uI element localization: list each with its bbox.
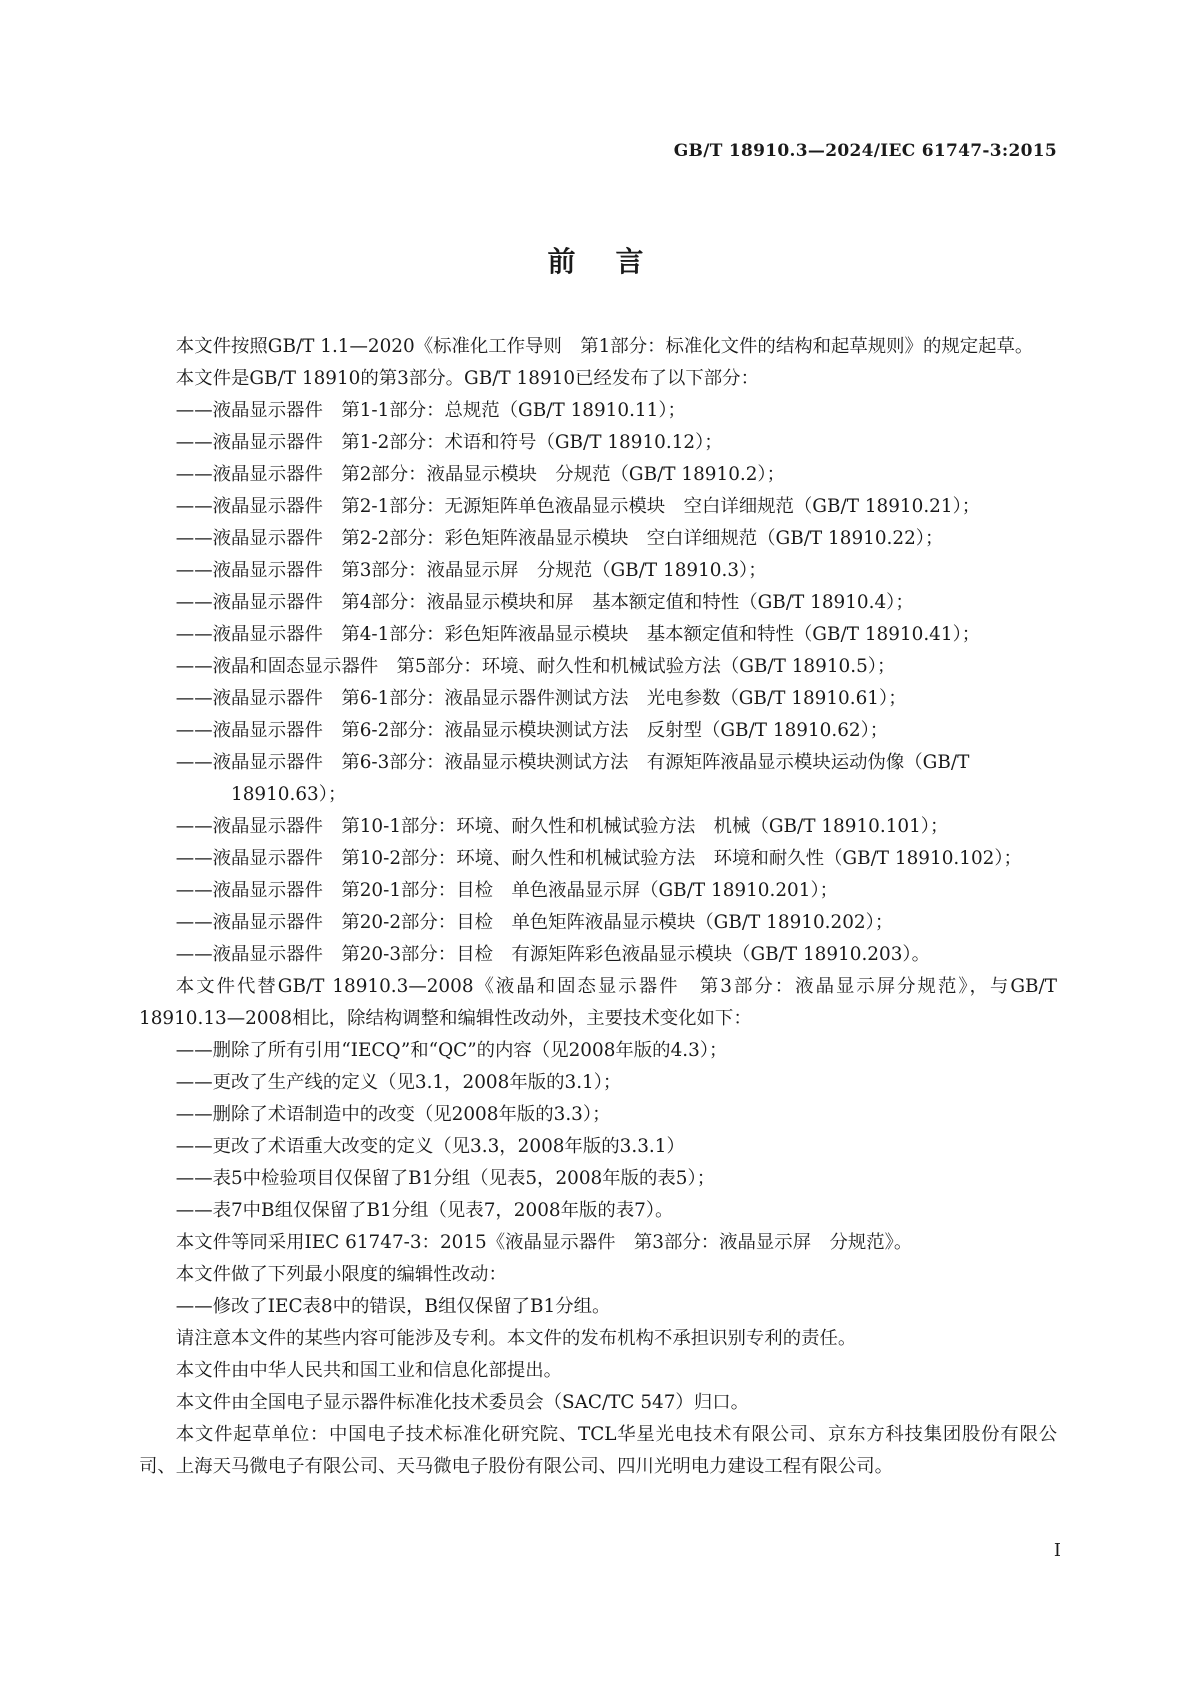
paragraph-replacement: 本文件代替GB/T 18910.3—2008《液晶和固态显示器件 第3部分：液晶显示屏分规范》，与GB/T 18910.13—2008相比，除结构调整和编辑性改动外，主要技术变化如下： (139, 976, 1057, 1029)
list-item: ——液晶显示器件 第6-2部分：液晶显示模块测试方法 反射型（GB/T 18910.62）； (175, 720, 889, 741)
paragraph-series-intro: 本文件是GB/T 18910的第3部分。GB/T 18910已经发布了以下部分： (175, 368, 759, 389)
technical-changes-list (139, 1035, 1057, 1227)
editorial-changes-list (139, 1291, 1057, 1323)
list-item: ——液晶显示器件 第6-3部分：液晶显示模块测试方法 有源矩阵液晶显示模块运动伪像（GB/T 18910.63）； (175, 752, 970, 805)
list-item: ——更改了术语重大改变的定义（见3.3，2008年版的3.3.1） (175, 1136, 685, 1157)
standard-number-header: GB/T 18910.3—2024/IEC 61747-3:2015 (673, 141, 1057, 161)
list-item: ——液晶显示器件 第20-2部分：目检 单色矩阵液晶显示模块（GB/T 18910.202）； (175, 912, 894, 933)
list-item: ——液晶显示器件 第4部分：液晶显示模块和屏 基本额定值和特性（GB/T 18910.4）； (175, 592, 914, 613)
list-item: ——液晶显示器件 第10-1部分：环境、耐久性和机械试验方法 机械（GB/T 18910.101）； (175, 816, 949, 837)
paragraph-drafting-units: 本文件起草单位：中国电子技术标准化研究院、TCL华星光电技术有限公司、京东方科技集团股份有限公司、上海天马微电子有限公司、天马微电子股份有限公司、四川光明电力建设工程有限公司。 (139, 1424, 1057, 1477)
list-item: ——更改了生产线的定义（见3.1，2008年版的3.1）； (175, 1072, 622, 1093)
paragraph-editorial-intro: 本文件做了下列最小限度的编辑性改动： (175, 1264, 507, 1285)
list-item: ——液晶显示器件 第20-3部分：目检 有源矩阵彩色液晶显示模块（GB/T 18910.203）。 (175, 944, 930, 965)
list-item: ——液晶和固态显示器件 第5部分：环境、耐久性和机械试验方法（GB/T 18910.5）； (175, 656, 896, 677)
paragraph-identical-adoption: 本文件等同采用IEC 61747-3：2015《液晶显示器件 第3部分：液晶显示屏 分规范》。 (175, 1232, 913, 1253)
list-item: ——液晶显示器件 第2-2部分：彩色矩阵液晶显示模块 空白详细规范（GB/T 18910.22）； (175, 528, 944, 549)
paragraph-proposer: 本文件由中华人民共和国工业和信息化部提出。 (175, 1360, 563, 1381)
list-item: ——液晶显示器件 第2-1部分：无源矩阵单色液晶显示模块 空白详细规范（GB/T 18910.21）； (175, 496, 981, 517)
page-title: 前言 (547, 245, 684, 278)
list-item: ——液晶显示器件 第4-1部分：彩色矩阵液晶显示模块 基本额定值和特性（GB/T 18910.41）； (175, 624, 981, 645)
page-number: I (1053, 1540, 1061, 1561)
paragraph-technical-committee: 本文件由全国电子显示器件标准化技术委员会（SAC/TC 547）归口。 (175, 1392, 749, 1413)
list-item: ——删除了术语制造中的改变（见2008年版的3.3）； (175, 1104, 611, 1125)
list-item: ——液晶显示器件 第1-2部分：术语和符号（GB/T 18910.12）； (175, 432, 723, 453)
list-item: ——修改了IEC表8中的错误，B组仅保留了B1分组。 (175, 1296, 611, 1317)
paragraph-patent-notice: 请注意本文件的某些内容可能涉及专利。本文件的发布机构不承担识别专利的责任。 (175, 1328, 857, 1349)
list-item: ——表5中检验项目仅保留了B1分组（见表5，2008年版的表5）； (175, 1168, 716, 1189)
list-item: ——液晶显示器件 第1-1部分：总规范（GB/T 18910.11）； (175, 400, 686, 421)
list-item: ——液晶显示器件 第6-1部分：液晶显示器件测试方法 光电参数（GB/T 18910.61）； (175, 688, 907, 709)
list-item: ——表7中B组仅保留了B1分组（见表7，2008年版的表7）。 (175, 1200, 674, 1221)
list-item: ——删除了所有引用“IECQ”和“QC”的内容（见2008年版的4.3）； (175, 1040, 728, 1061)
published-parts-list (139, 395, 1057, 971)
list-item: ——液晶显示器件 第3部分：液晶显示屏 分规范（GB/T 18910.3）； (175, 560, 767, 581)
foreword-body (139, 331, 1057, 1483)
list-item: ——液晶显示器件 第2部分：液晶显示模块 分规范（GB/T 18910.2）； (175, 464, 786, 485)
list-item: ——液晶显示器件 第10-2部分：环境、耐久性和机械试验方法 环境和耐久性（GB/T 18910.102）； (175, 848, 1022, 869)
paragraph-drafting-rules: 本文件按照GB/T 1.1—2020《标准化工作导则 第1部分：标准化文件的结构和起草规则》的规定起草。 (175, 336, 1034, 357)
list-item: ——液晶显示器件 第20-1部分：目检 单色液晶显示屏（GB/T 18910.201）； (175, 880, 839, 901)
